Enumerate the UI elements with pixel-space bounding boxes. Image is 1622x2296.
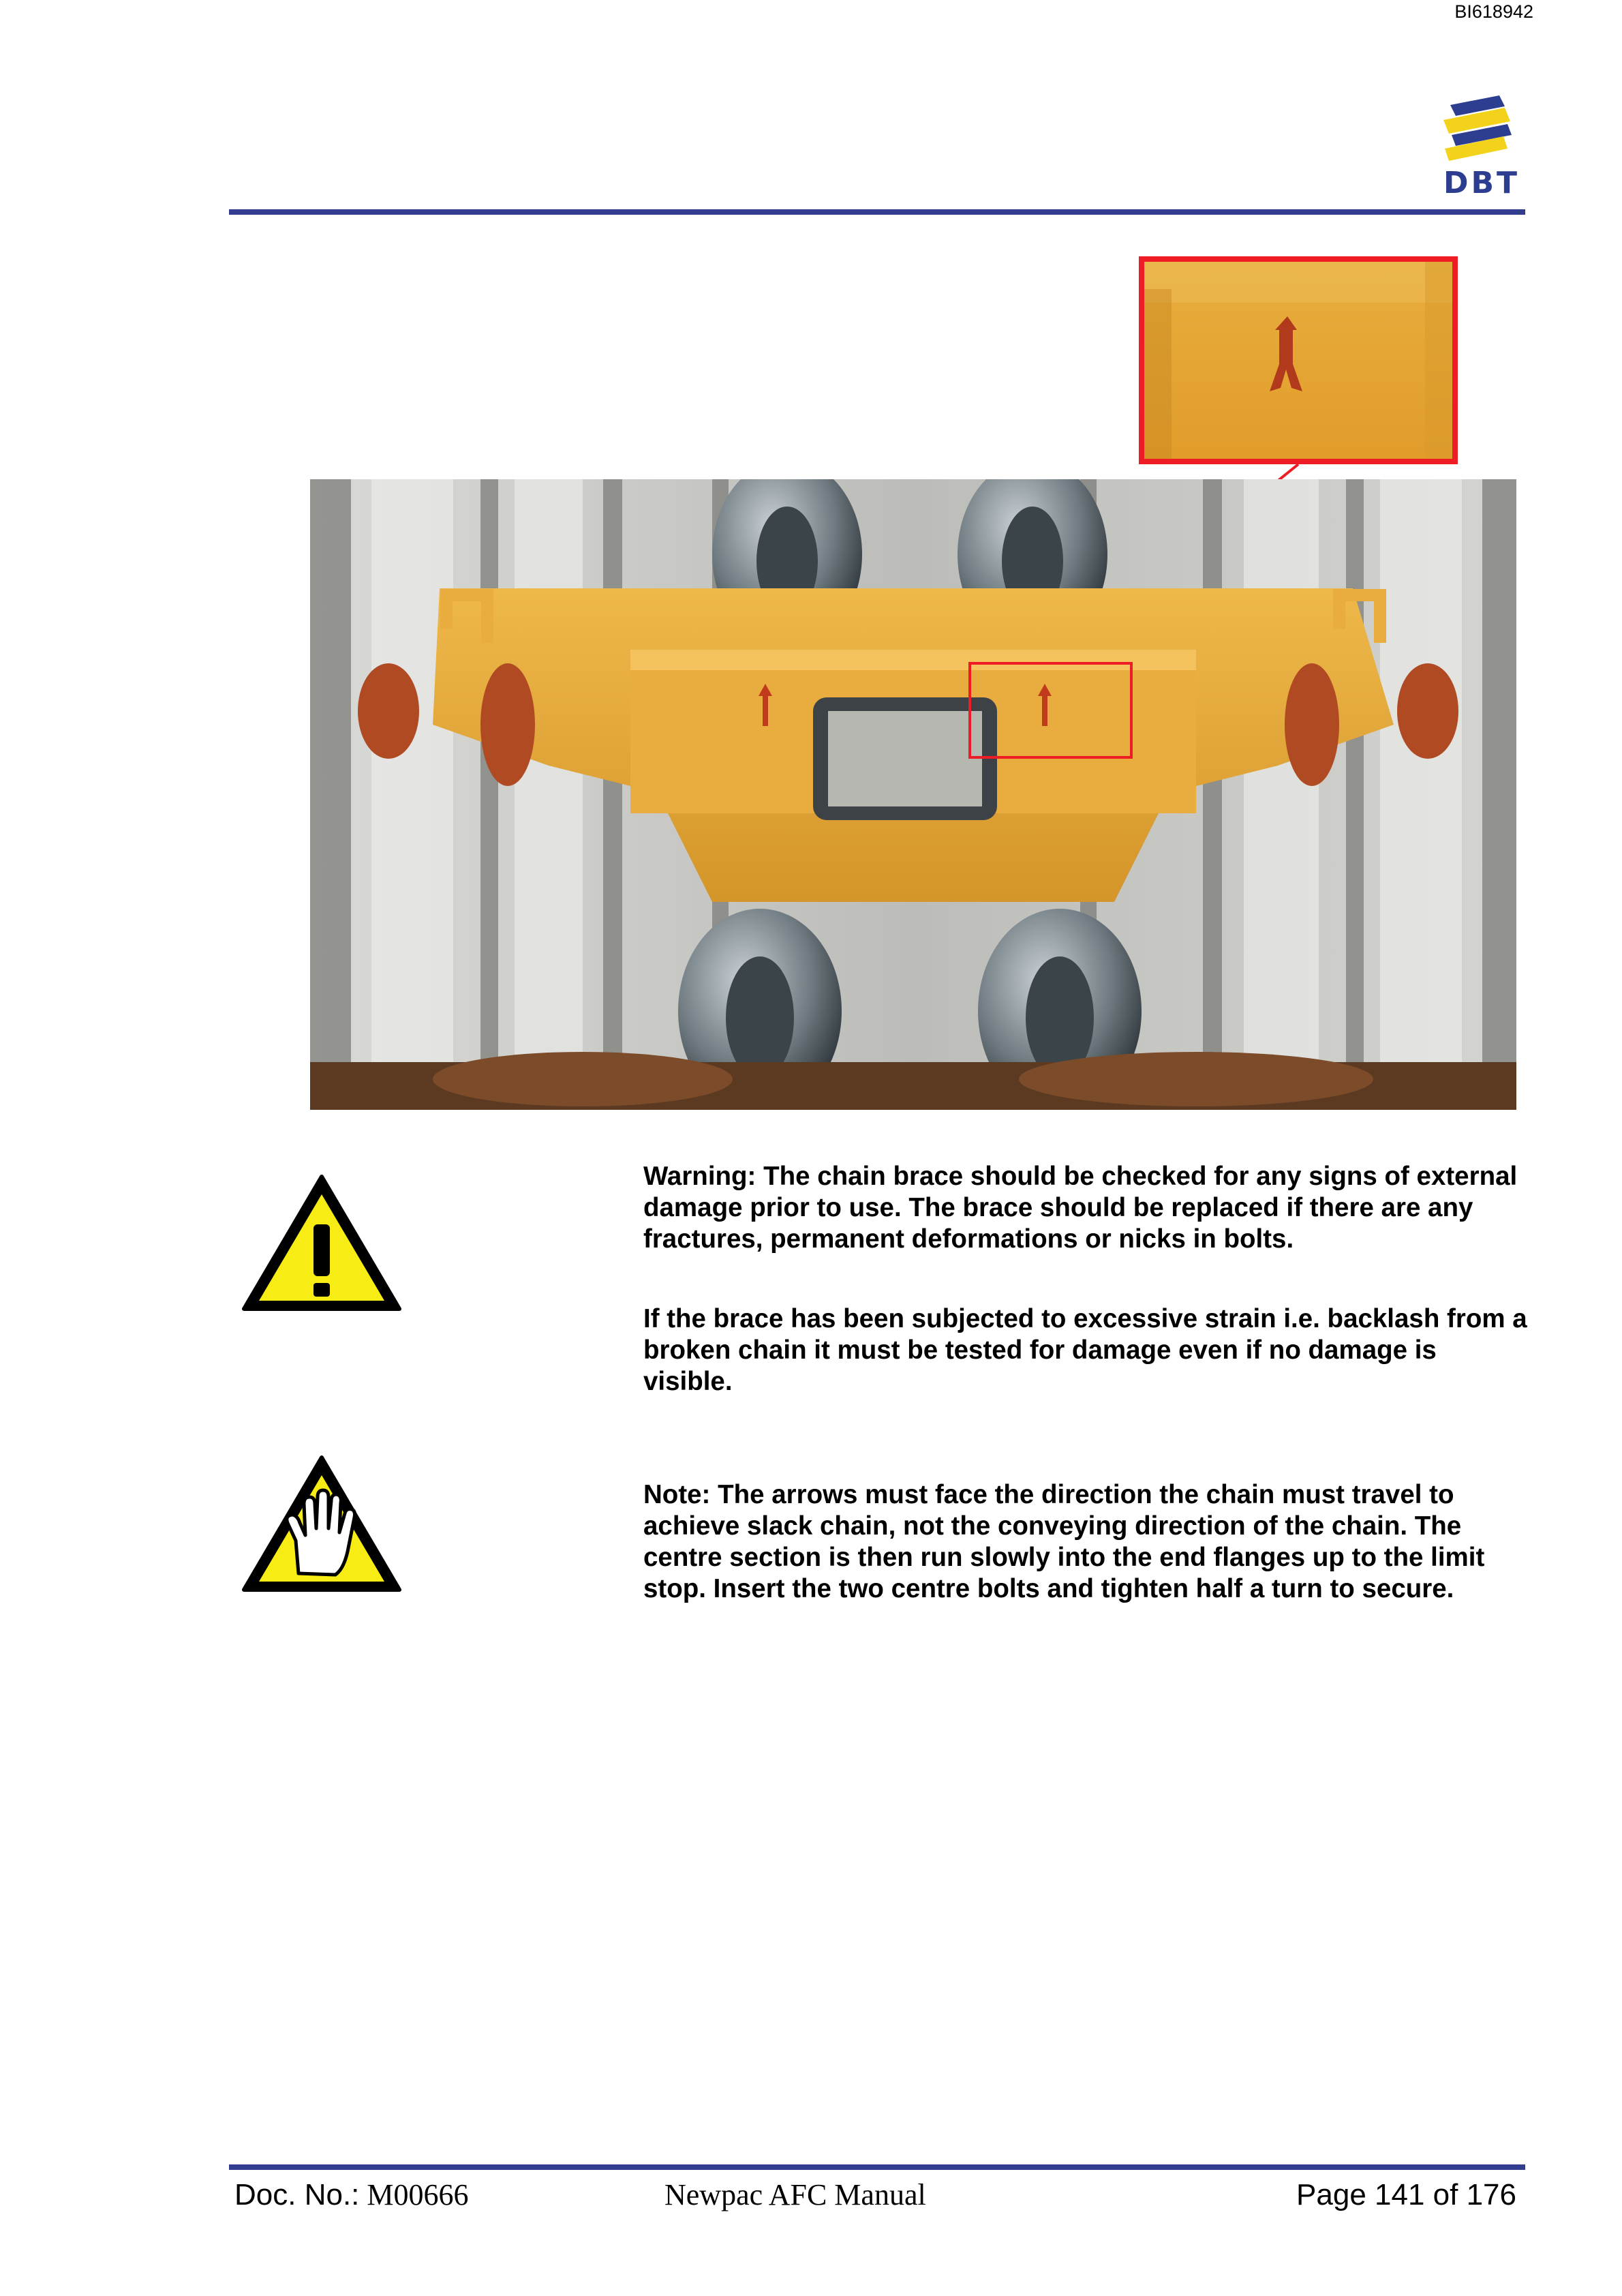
logo-wordmark: DBT bbox=[1443, 166, 1520, 200]
arrow-detail-inset bbox=[1139, 256, 1458, 464]
arrow-detail-image bbox=[1144, 262, 1452, 459]
footer-page-number: Page 141 of 176 bbox=[1296, 2178, 1516, 2211]
footer-rule bbox=[229, 2164, 1525, 2170]
hand-caution-icon bbox=[240, 1452, 403, 1595]
exclamation-warning-icon bbox=[240, 1171, 403, 1314]
chain-brace-photo bbox=[310, 479, 1516, 1110]
footer-doc-number bbox=[234, 2175, 469, 2216]
footer-manual-title: Newpac AFC Manual bbox=[664, 2178, 926, 2211]
header-rule bbox=[229, 209, 1525, 215]
footer-doc-label: Doc. No.: bbox=[234, 2178, 360, 2211]
footer-doc-value: M00666 bbox=[367, 2178, 469, 2211]
document-id: BI618942 bbox=[1454, 1, 1533, 22]
note-paragraph: Note: The arrows must face the direction the chain must travel to achieve slack chain, not the conveying direction of the chain. The centre section is then run slowly into the end flanges up to the limit stop. Insert the two centre bolts and tighten half a turn to secure. bbox=[643, 1480, 1485, 1603]
warning-paragraph-1: Warning: The chain brace should be checked for any signs of external damage prior to use. The brace should be replaced if there are any fractures, permanent deformations or nicks in bolts. bbox=[643, 1162, 1518, 1254]
warning-paragraph-2: If the brace has been subjected to excessive strain i.e. backlash from a broken chain it must be tested for damage even if no damage is visible. bbox=[643, 1304, 1527, 1396]
